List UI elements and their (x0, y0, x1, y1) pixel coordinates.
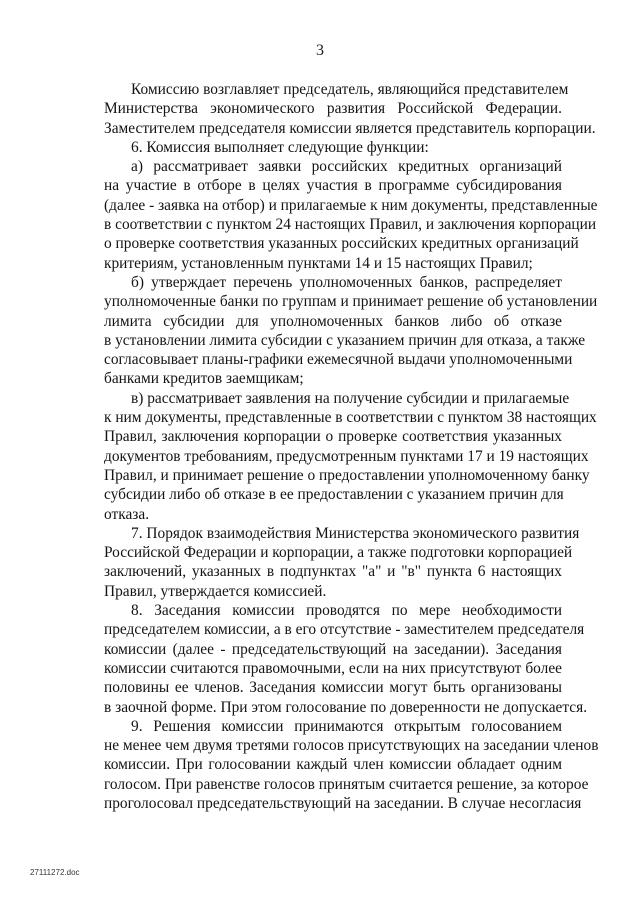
paragraph (104, 273, 598, 389)
text-line: уполномоченные банки по группам и принимает решение об установлении (104, 293, 598, 311)
paragraph (104, 717, 599, 813)
text-line: субсидии либо об отказе в ее предоставлении с указанием причин для (104, 486, 564, 504)
file-name-footer: 27111272.doc (30, 868, 80, 877)
text-line: Российской Федерации и корпорации, а также подготовки корпорацией (104, 544, 573, 562)
text-line: в) рассматривает заявления на получение субсидии и прилагаемые (131, 389, 570, 407)
text-line: комиссии. При голосовании каждый член комиссии обладает одним (104, 756, 562, 774)
text-line: Правил, и принимает решение о предоставлении уполномоченному банку (104, 466, 590, 484)
text-line: а) рассматривает заявки российских кредитных организаций (131, 158, 562, 176)
document-body (104, 80, 599, 813)
text-line: б) утверждает перечень уполномоченных банков, распределяет (131, 273, 562, 291)
text-line: на участие в отборе в целях участия в программе субсидирования (104, 177, 562, 195)
page-number: 3 (316, 42, 324, 59)
text-line: проголосовал председательствующий на заседании. В случае несогласия (104, 794, 582, 812)
paragraph (104, 157, 598, 273)
text-line: документов требованиям, предусмотренным пунктами 17 и 19 настоящих (104, 447, 589, 465)
text-line: отказа. (104, 505, 150, 523)
text-line: в установлении лимита субсидии с указанием причин для отказа, а также (104, 331, 586, 349)
text-line: о проверке соответствия указанных российских кредитных организаций (104, 235, 579, 253)
paragraph (104, 80, 596, 138)
text-line: 7. Порядок взаимодействия Министерства экономического развития (131, 524, 580, 542)
text-line: Правил, заключения корпорации о проверке соответствия указанных (104, 428, 562, 446)
text-line: Комиссию возглавляет председатель, являющийся представителем (131, 81, 569, 98)
text-line: согласовывает планы-графики ежемесячной выдачи уполномоченными (104, 351, 573, 369)
text-line: критериям, установленным пунктами 14 и 15 настоящих Правил; (104, 254, 533, 272)
text-line: комиссии (далее - председательствующий на заседании). Заседания (104, 640, 562, 658)
paragraph (104, 138, 562, 157)
text-line: 8. Заседания комиссии проводятся по мере необходимости (131, 602, 562, 620)
text-line: половины ее членов. Заседания комиссии могут быть организованы (104, 679, 562, 697)
text-line: голосом. При равенстве голосов принятым считается решение, за которое (104, 775, 589, 793)
text-line: комиссии считаются правомочными, если на них присутствуют более (104, 659, 562, 677)
paragraph (104, 601, 588, 717)
text-line: Правил, утверждается комиссией. (104, 582, 327, 600)
text-line: Заместителем председателя комиссии является представитель корпорации. (104, 119, 596, 137)
text-line: 9. Решения комиссии принимаются открытым голосованием (131, 717, 562, 735)
text-line: в заочной форме. При этом голосование по доверенности не допускается. (104, 698, 588, 716)
text-line: заключений, указанных в подпунктах "а" и "в" пункта 6 настоящих (104, 563, 562, 581)
text-line: в соответствии с пунктом 24 настоящих Правил, и заключения корпорации (104, 216, 597, 234)
text-line: не менее чем двумя третями голосов присутствующих на заседании членов (104, 737, 599, 755)
paragraph (104, 524, 580, 601)
text-line: (далее - заявка на отбор) и прилагаемые к ним документы, представленные (104, 196, 598, 214)
text-line: председателем комиссии, а в его отсутствие - заместителем председателя (104, 621, 585, 639)
text-line: лимита субсидии для уполномоченных банков либо об отказе (104, 312, 562, 330)
text-line: банками кредитов заемщикам; (104, 370, 304, 388)
text-line: Министерства экономического развития Российской Федерации. (104, 100, 562, 118)
text-line: 6. Комиссия выполняет следующие функции: (131, 138, 429, 156)
text-line: к ним документы, представленные в соответствии с пунктом 38 настоящих (104, 409, 597, 427)
paragraph (104, 389, 597, 524)
